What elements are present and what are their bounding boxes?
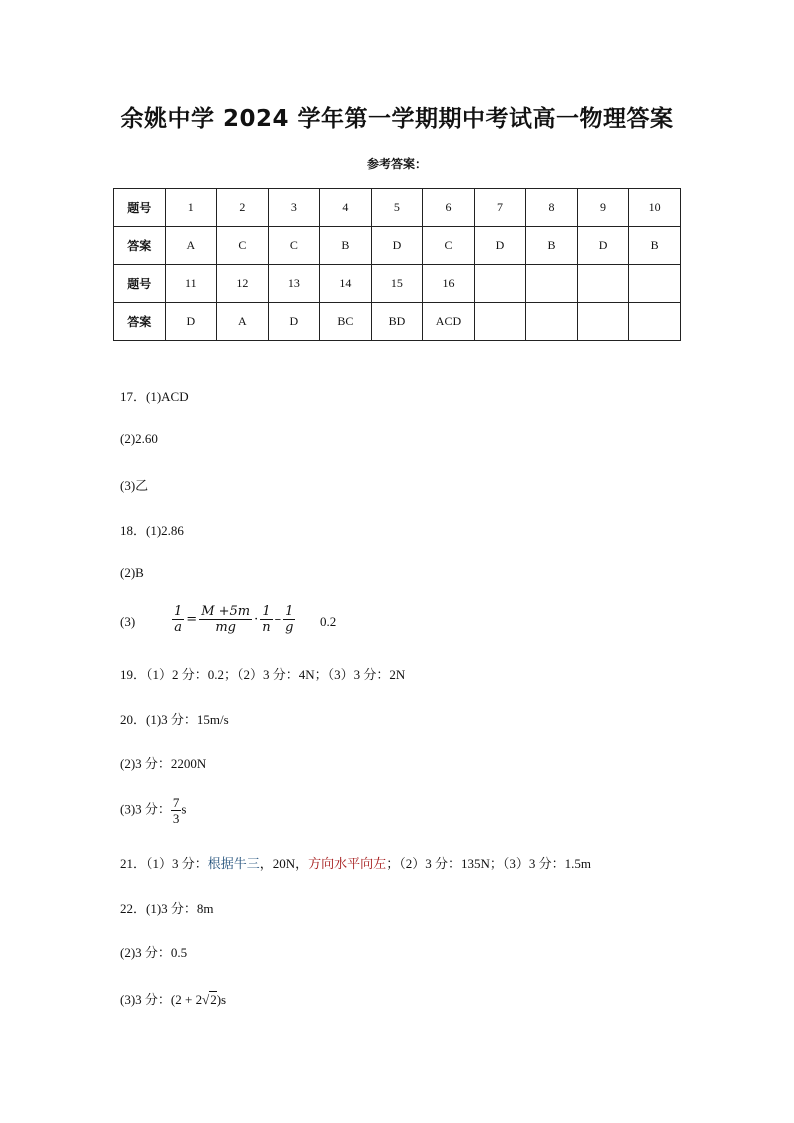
fraction-1-over-n: $\frac{1}{n}$ <box>262 604 271 635</box>
table-cell: C <box>217 227 269 265</box>
table-cell <box>474 303 526 341</box>
table-cell: 2 <box>217 189 269 227</box>
answer-17-3: (3)乙 <box>120 478 149 493</box>
table-cell: D <box>474 227 526 265</box>
answer-18-3-formula <box>172 604 295 635</box>
answer-18-1: 18．(1)2.86 <box>120 523 184 538</box>
table-row <box>114 189 681 227</box>
table-cell <box>526 303 578 341</box>
table-cell: B <box>526 227 578 265</box>
table-cell: D <box>165 303 217 341</box>
table-cell: 3 <box>268 189 320 227</box>
table-cell: 14 <box>320 265 372 303</box>
fraction-1-over-a: $\frac{1}{a}$ <box>174 604 183 635</box>
table-cell: 9 <box>577 189 629 227</box>
fraction-7-over-3: $\frac{7}{3}$ <box>172 795 180 826</box>
table-cell: 15 <box>371 265 423 303</box>
table-cell: BC <box>320 303 372 341</box>
table-cell: A <box>217 303 269 341</box>
fraction-1-over-g: $\frac{1}{g}$ <box>285 604 294 635</box>
table-cell: D <box>371 227 423 265</box>
answer-19: 19．（1）2 分：0.2；（2）3 分：4N；（3）3 分：2N <box>120 667 406 682</box>
reference-answers-label: 参考答案： <box>366 157 427 171</box>
table-row-header: 题号 <box>114 189 166 227</box>
answer-21: 21．（1）3 分：根据牛三，20N，方向水平向左；（2）3 分：135N；（3）3 分：1.5m <box>120 856 591 871</box>
table-cell: 6 <box>423 189 475 227</box>
table-row <box>114 265 681 303</box>
table-cell: D <box>577 227 629 265</box>
answer-20-3: (3)3 分： $\frac{7}{3}$ s <box>120 795 187 826</box>
table-cell: B <box>320 227 372 265</box>
table-row-header: 答案 <box>114 227 166 265</box>
table-cell: C <box>423 227 475 265</box>
equals-sign: = <box>186 612 198 627</box>
table-row-header: 答案 <box>114 303 166 341</box>
table-cell: 12 <box>217 265 269 303</box>
dot-operator: · <box>254 612 259 627</box>
answer-17-1: 17．(1)ACD <box>120 389 189 404</box>
table-cell: ACD <box>423 303 475 341</box>
answer-22-3: (3)3 分：(2 + 2√2)s <box>120 992 227 1007</box>
minus-sign: – <box>274 612 282 627</box>
answer-18-2: (2)B <box>120 565 144 580</box>
table-cell: 4 <box>320 189 372 227</box>
table-cell: 16 <box>423 265 475 303</box>
table-cell <box>577 303 629 341</box>
table-cell: D <box>268 303 320 341</box>
answer-22-1: 22．(1)3 分：8m <box>120 901 214 916</box>
table-cell <box>474 265 526 303</box>
table-cell: 7 <box>474 189 526 227</box>
table-row-header: 题号 <box>114 265 166 303</box>
table-cell <box>577 265 629 303</box>
table-row <box>114 303 681 341</box>
answer-22-2: (2)3 分：0.5 <box>120 945 188 960</box>
answer-17-2: (2)2.60 <box>120 431 158 446</box>
table-cell: 10 <box>629 189 681 227</box>
sqrt-symbol: √ <box>202 992 210 1007</box>
table-cell <box>526 265 578 303</box>
answer-table <box>113 188 681 341</box>
table-cell: A <box>165 227 217 265</box>
table-cell: BD <box>371 303 423 341</box>
table-cell: 13 <box>268 265 320 303</box>
table-cell: C <box>268 227 320 265</box>
answer-18-3-value: 0.2 <box>320 614 337 629</box>
fraction-m-plus-5m-over-mg: $\frac{M +5m}{mg}$ <box>201 604 251 635</box>
table-cell: 5 <box>371 189 423 227</box>
answer-18-3-label: (3) <box>120 614 136 629</box>
table-cell <box>629 303 681 341</box>
table-row <box>114 227 681 265</box>
highlight-red-text: 方向水平向左 <box>308 856 387 871</box>
table-cell: 1 <box>165 189 217 227</box>
table-cell: 8 <box>526 189 578 227</box>
table-cell: 11 <box>165 265 217 303</box>
table-cell <box>629 265 681 303</box>
answer-20-1: 20．(1)3 分：15m/s <box>120 712 229 727</box>
answer-20-2: (2)3 分：2200N <box>120 756 207 771</box>
document-title: 余姚中学 2024 学年第一学期期中考试高一物理答案 <box>120 106 674 132</box>
highlight-blue-text: 根据牛三 <box>207 856 260 871</box>
table-cell: B <box>629 227 681 265</box>
